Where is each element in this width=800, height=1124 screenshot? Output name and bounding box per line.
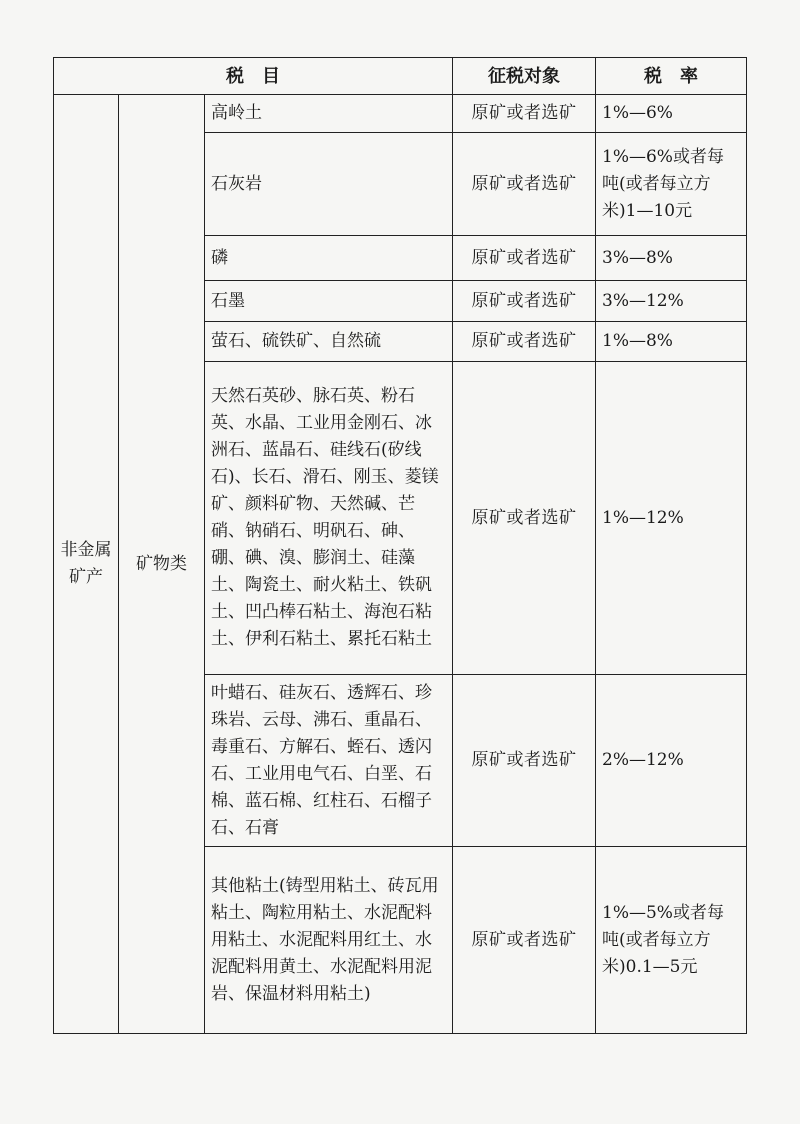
header-item: 税 目 — [54, 58, 453, 95]
table-header-row — [54, 58, 747, 95]
subcategory-cell: 矿物类 — [119, 95, 205, 1034]
header-rate: 税 率 — [596, 58, 747, 95]
object-cell: 原矿或者选矿 — [453, 675, 596, 847]
item-cell: 天然石英砂、脉石英、粉石英、水晶、工业用金刚石、冰洲石、蓝晶石、硅线石(矽线石)、长石、滑石、刚玉、菱镁矿、颜料矿物、天然碱、芒硝、钠硝石、明矾石、砷、硼、碘、溴、膨润土、硅藻土、陶瓷土、耐火粘土、铁矾土、凹凸棒石粘土、海泡石粘土、伊利石粘土、累托石粘土 — [205, 362, 453, 675]
item-cell: 石墨 — [205, 281, 453, 322]
rate-cell: 1%—6% — [596, 95, 747, 133]
item-cell: 磷 — [205, 236, 453, 281]
object-cell: 原矿或者选矿 — [453, 322, 596, 362]
item-cell: 高岭土 — [205, 95, 453, 133]
rate-cell: 2%—12% — [596, 675, 747, 847]
object-cell: 原矿或者选矿 — [453, 95, 596, 133]
rate-cell: 1%—12% — [596, 362, 747, 675]
rate-cell: 1%—5%或者每吨(或者每立方米)0.1—5元 — [596, 847, 747, 1034]
rate-cell: 1%—6%或者每吨(或者每立方米)1—10元 — [596, 133, 747, 236]
table-row — [54, 95, 747, 133]
object-cell: 原矿或者选矿 — [453, 236, 596, 281]
rate-cell: 1%—8% — [596, 322, 747, 362]
tax-rate-table — [53, 57, 747, 1034]
object-cell: 原矿或者选矿 — [453, 281, 596, 322]
category-cell: 非金属矿产 — [54, 95, 119, 1034]
item-cell: 其他粘土(铸型用粘土、砖瓦用粘土、陶粒用粘土、水泥配料用粘土、水泥配料用红土、水泥配料用黄土、水泥配料用泥岩、保温材料用粘土) — [205, 847, 453, 1034]
rate-cell: 3%—12% — [596, 281, 747, 322]
object-cell: 原矿或者选矿 — [453, 847, 596, 1034]
object-cell: 原矿或者选矿 — [453, 133, 596, 236]
item-cell: 叶蜡石、硅灰石、透辉石、珍珠岩、云母、沸石、重晶石、毒重石、方解石、蛭石、透闪石、工业用电气石、白垩、石棉、蓝石棉、红柱石、石榴子石、石膏 — [205, 675, 453, 847]
object-cell: 原矿或者选矿 — [453, 362, 596, 675]
header-object: 征税对象 — [453, 58, 596, 95]
item-cell: 石灰岩 — [205, 133, 453, 236]
item-cell: 萤石、硫铁矿、自然硫 — [205, 322, 453, 362]
rate-cell: 3%—8% — [596, 236, 747, 281]
